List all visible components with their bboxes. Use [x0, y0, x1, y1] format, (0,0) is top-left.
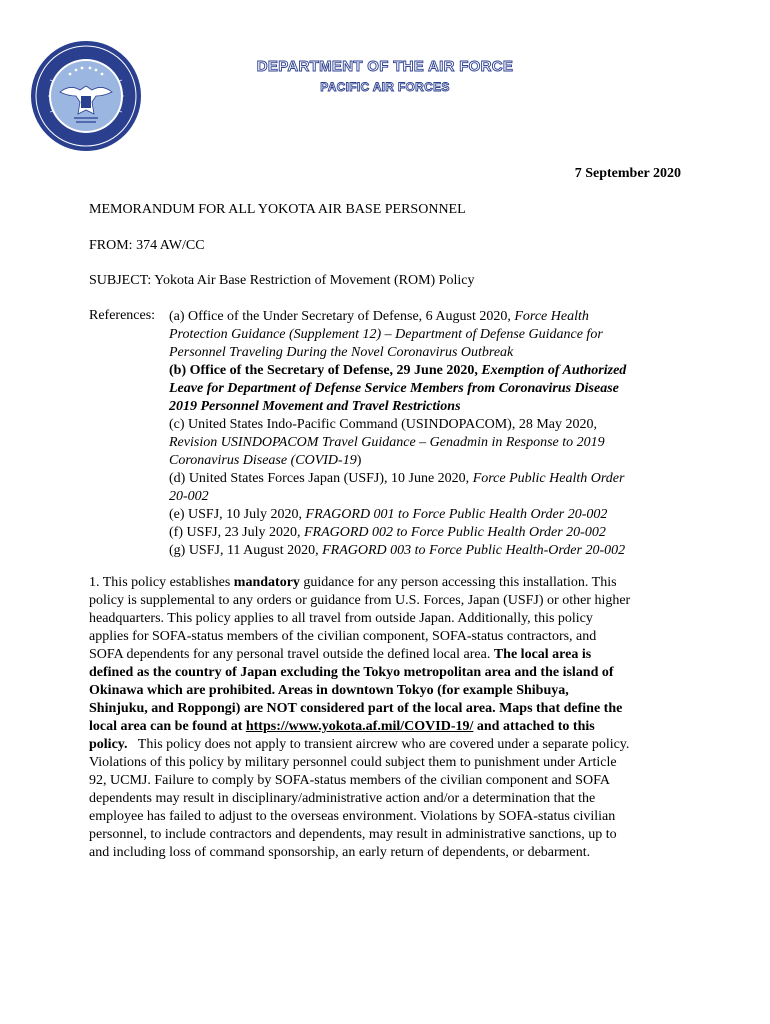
- policy-paragraph-1: [89, 574, 689, 862]
- paragraph-line: applies for SOFA-status members of the civilian component, SOFA-status contractors, and: [89, 629, 597, 644]
- paragraph-line: personnel, to include contractors and dependents, may result in administrative sanctions, up to: [89, 827, 617, 842]
- subject-line: SUBJECT: Yokota Air Base Restriction of Movement (ROM) Policy: [89, 273, 475, 288]
- memo-date: 7 September 2020: [574, 166, 681, 181]
- letterhead-department: DEPARTMENT OF THE AIR FORCE: [256, 58, 514, 75]
- from-line: FROM: 374 AW/CC: [89, 238, 205, 253]
- paragraph-line: policy. This policy does not apply to transient aircrew who are covered under a separate policy.: [89, 737, 630, 752]
- references-list: [169, 308, 689, 560]
- reference-a-line-2: Protection Guidance (Supplement 12) – Department of Defense Guidance for: [169, 327, 603, 342]
- reference-g-line: (g) USFJ, 11 August 2020, FRAGORD 003 to Force Public Health-Order 20-002: [169, 543, 626, 558]
- paragraph-line: local area can be found at https://www.yokota.af.mil/COVID-19/ and attached to this: [89, 719, 595, 734]
- reference-c-line-2: Revision USINDOPACOM Travel Guidance – Genadmin in Response to 2019: [169, 435, 605, 450]
- paragraph-line: defined as the country of Japan excluding the Tokyo metropolitan area and the island of: [89, 665, 614, 680]
- covid-maps-link[interactable]: https://www.yokota.af.mil/COVID-19/: [245, 719, 474, 734]
- reference-d-line-2: 20-002: [169, 489, 209, 504]
- paragraph-line: employee has failed to adjust to the overseas environment. Violations by SOFA-status civilian: [89, 809, 616, 824]
- paragraph-line: Shinjuku, and Roppongi) are NOT considered part of the local area. Maps that define the: [89, 701, 623, 716]
- paragraph-line: headquarters. This policy applies to all travel from outside Japan. Additionally, this policy: [89, 611, 593, 626]
- reference-c-line-1: (c) United States Indo-Pacific Command (USINDOPACOM), 28 May 2020,: [169, 417, 597, 432]
- reference-e-line: (e) USFJ, 10 July 2020, FRAGORD 001 to Force Public Health Order 20-002: [169, 507, 608, 522]
- reference-a-line-3: Personnel Traveling During the Novel Coronavirus Outbreak: [169, 345, 514, 360]
- paragraph-line: 1. This policy establishes mandatory guidance for any person accessing this installation. This: [89, 575, 617, 590]
- reference-b-line-1: (b) Office of the Secretary of Defense, 29 June 2020, Exemption of Authorized: [169, 363, 627, 378]
- reference-b-line-3: 2019 Personnel Movement and Travel Restrictions: [169, 399, 461, 414]
- letterhead-command: PACIFIC AIR FORCES: [320, 80, 450, 94]
- reference-d-line-1: (d) United States Forces Japan (USFJ), 10 June 2020, Force Public Health Order: [169, 471, 625, 486]
- memo-for-line: MEMORANDUM FOR ALL YOKOTA AIR BASE PERSONNEL: [89, 202, 466, 217]
- paragraph-line: dependents may result in disciplinary/administrative action and/or a determination that the: [89, 791, 596, 806]
- reference-c-line-3: Coronavirus Disease (COVID-19): [169, 453, 362, 468]
- reference-b-line-2: Leave for Department of Defense Service Members from Coronavirus Disease: [169, 381, 619, 396]
- paragraph-line: Okinawa which are prohibited. Areas in downtown Tokyo (for example Shibuya,: [89, 683, 569, 698]
- department-of-defense-seal-icon: [30, 40, 142, 152]
- references-label: References:: [89, 308, 156, 323]
- reference-a-line-1: (a) Office of the Under Secretary of Defense, 6 August 2020, Force Health: [169, 309, 589, 324]
- paragraph-line: Violations of this policy by military personnel could subject them to punishment under Article: [89, 755, 617, 770]
- paragraph-line: SOFA dependents for any personal travel outside the defined local area. The local area is: [89, 647, 592, 662]
- paragraph-line: and including loss of command sponsorship, an early return of dependents, or debarment.: [89, 845, 591, 860]
- reference-f-line: (f) USFJ, 23 July 2020, FRAGORD 002 to Force Public Health Order 20-002: [169, 525, 606, 540]
- paragraph-line: 92, UCMJ. Failure to comply by SOFA-status members of the civilian component and SOFA: [89, 773, 610, 788]
- paragraph-line: policy is supplemental to any orders or guidance from U.S. Forces, Japan (USFJ) or other higher: [89, 593, 631, 608]
